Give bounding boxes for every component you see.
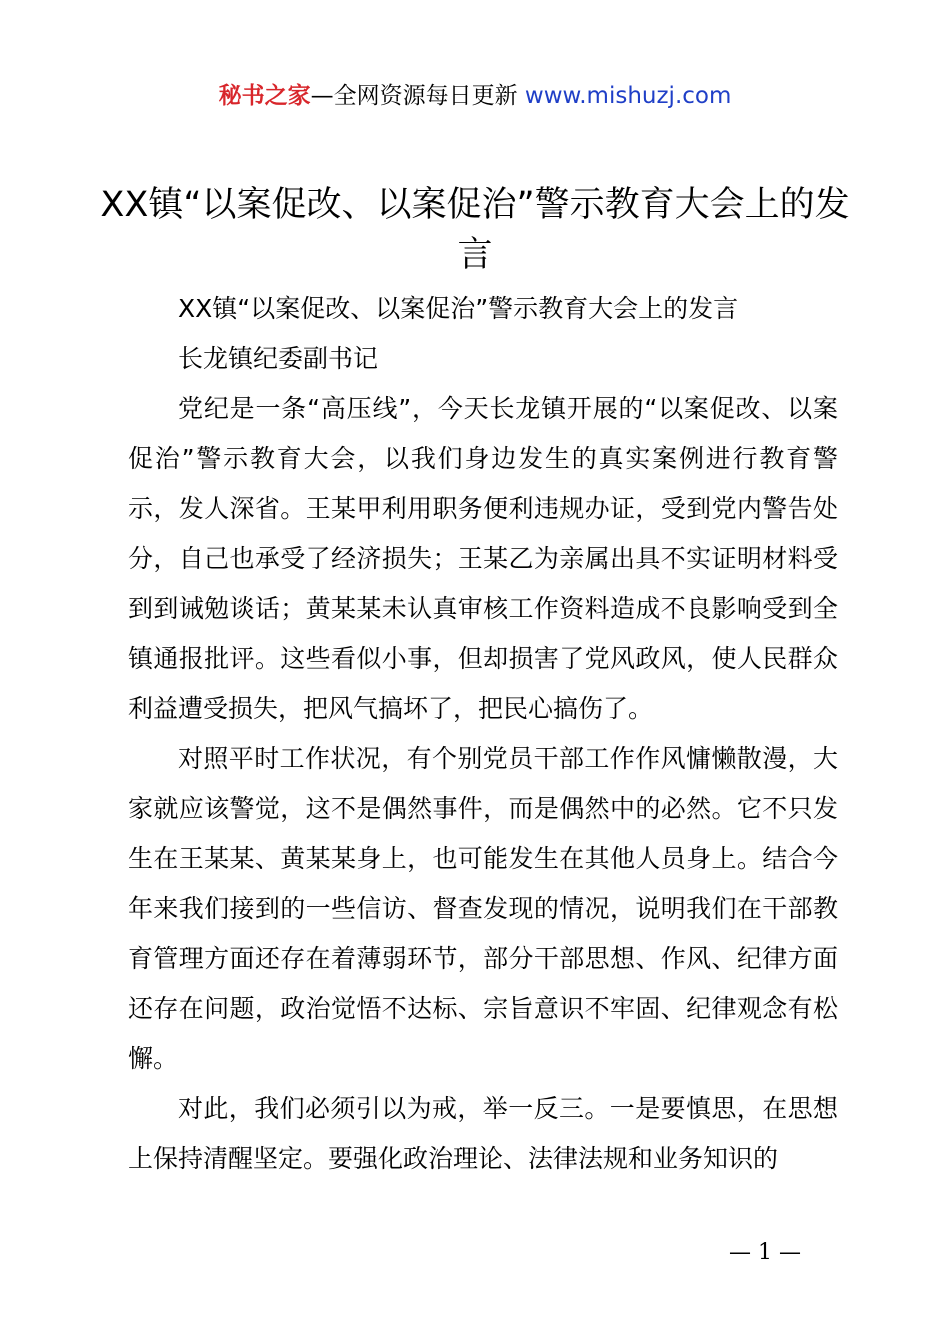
paragraph: 对此，我们必须引以为戒，举一反三。一是要慎思，在思想上保持清醒坚定。要强化政治理论、法律法规和业务知识的 (128, 1094, 838, 1173)
document-title: XX镇“以案促改、以案促治”警示教育大会上的发言 (100, 185, 850, 275)
subtitle-line: XX镇“以案促改、以案促治”警示教育大会上的发言 (178, 294, 739, 323)
site-header (0, 80, 950, 112)
page-number: — 1 — (729, 1240, 801, 1265)
paragraph: 党纪是一条“高压线”，今天长龙镇开展的“以案促改、以案促治”警示教育大会，以我们身边发生的真实案例进行教育警示，发人深省。王某甲利用职务便利违规办证，受到党内警告处分，自己也承受了经济损失；王某乙为亲属出具不实证明材料受到到诫勉谈话；黄某某未认真审核工作资料造成不良影响受到全镇通报批评。这些看似小事，但却损害了党风政风，使人民群众利益遭受损失，把风气搞坏了，把民心搞伤了。 (128, 394, 838, 723)
header-brand: 秘书之家 (218, 83, 311, 109)
header-url-link[interactable]: www.mishuzj.com (524, 83, 732, 109)
document-body (128, 284, 838, 1184)
header-slogan: —全网资源每日更新 (310, 83, 518, 109)
paragraph: 对照平时工作状况，有个别党员干部工作作风慵懒散漫，大家就应该警觉，这不是偶然事件，而是偶然中的必然。它不只发生在王某某、黄某某身上，也可能发生在其他人员身上。结合今年来我们接到的一些信访、督查发现的情况，说明我们在干部教育管理方面还存在着薄弱环节，部分干部思想、作风、纪律方面还存在问题，政治觉悟不达标、宗旨意识不牢固、纪律观念有松懈。 (128, 744, 838, 1073)
author-line: 长龙镇纪委副书记 (178, 344, 379, 373)
